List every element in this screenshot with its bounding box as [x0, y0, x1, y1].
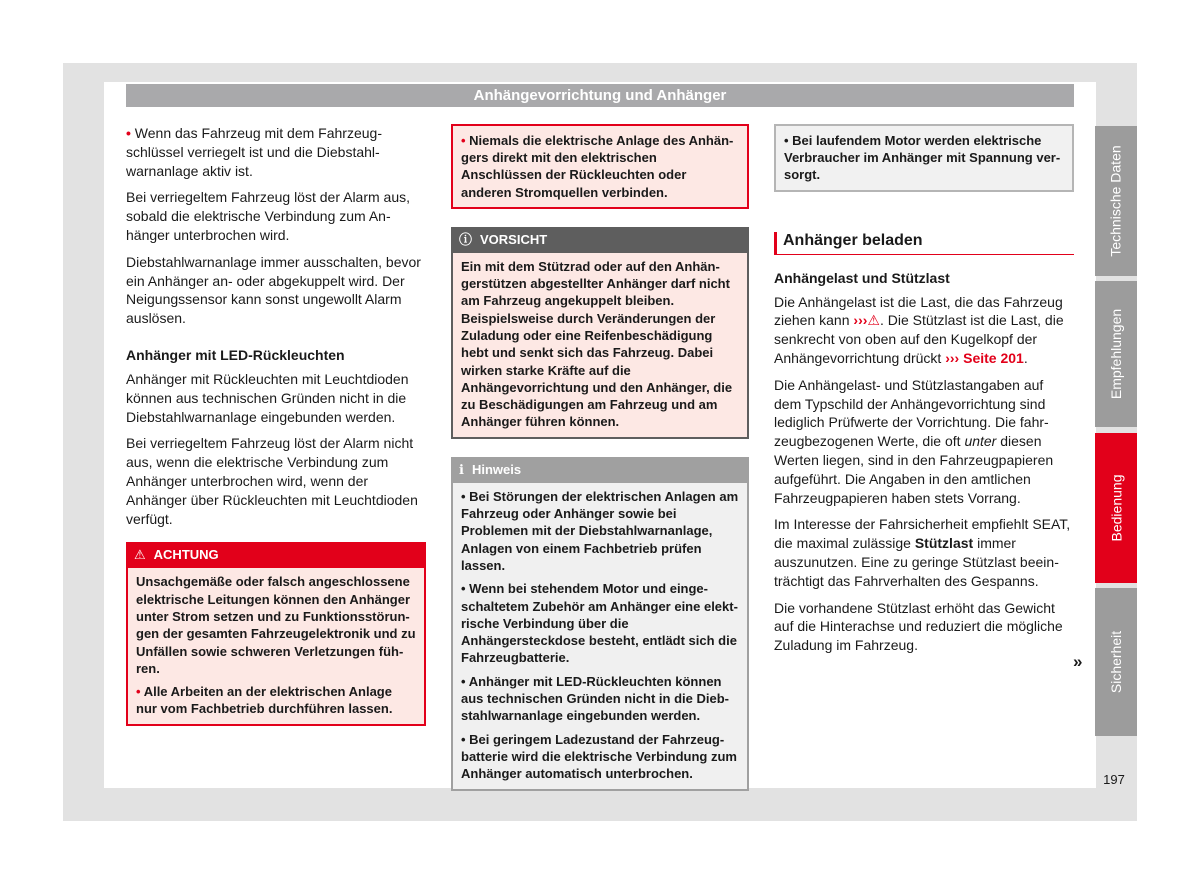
note-item: • Wenn bei stehendem Motor und eingeschaltetem Zubehör am Anhänger eine elektrische Verbindung über die Anhängersteckdose besteht, entlädt sich die Fahrzeugbatterie. — [461, 581, 738, 666]
tab-label: Empfehlungen — [1108, 308, 1125, 400]
caution-body: Ein mit dem Stützrad oder auf den Anhängerstützen abgestellter Anhänger darf nicht am Fahrzeug angekuppelt bleiben. Beispielsweise durch Veränderungen der Zuladung oder eine Reifenbeschädigung hebt und senkt sich das Fahrzeug. Dabei wirken starke Kräfte auf die Anhängevorrichtung und den Anhänger, die zu Beschädigungen am Fahrzeug und am Anhänger führen können. — [451, 253, 749, 439]
note-header — [451, 457, 749, 483]
warning-box-continued — [451, 124, 749, 209]
tab-empfehlungen[interactable] — [1095, 281, 1137, 427]
paragraph-alarm-off: Diebstahlwarnanlage immer ausschalten, bevor ein Anhänger an- oder abgekuppelt wird. Der Neigungssensor kann sonst ungewollt Alarm auslösen. — [126, 253, 421, 327]
note-label: Hinweis — [471, 461, 522, 477]
chapter-header: Anhängevorrichtung und Anhänger — [126, 84, 1074, 107]
warning-label: ACHTUNG — [153, 547, 219, 563]
page-reference-link[interactable]: Seite 201 — [963, 350, 1024, 366]
caution-label: VORSICHT — [480, 231, 548, 247]
paragraph-safety — [774, 515, 1074, 590]
tab-bedienung[interactable] — [1095, 433, 1137, 583]
section-title-loading: Anhänger beladen — [774, 232, 1074, 255]
text-segment: . — [1023, 350, 1028, 366]
column-right — [774, 124, 1074, 663]
tab-label: Bedienung — [1108, 474, 1125, 542]
strong-text: Stützlast — [914, 535, 974, 552]
emphasis-text: unter — [964, 433, 997, 450]
continue-icon: » — [1073, 652, 1083, 671]
note-item: • Bei Störungen der elektrischen Anlagen am Fahrzeug oder Anhänger sowie bei Problemen mit der Diebstahlwarnanlage, Anlagen von einem Fachbetrieb prüfen lassen. — [461, 488, 739, 573]
page-number: 197 — [1103, 772, 1125, 787]
warning-header — [126, 542, 426, 568]
warning-continued-text: Niemals die elektrische Anlage des Anhängers direkt mit den elektrischen Anschlüssen der Rückleuchten oder anderen Stromquellen verbinden. — [461, 133, 734, 200]
heading-led-taillights: Anhänger mit LED-Rückleuchten — [126, 346, 345, 363]
text-segment: Die Anhängelast ist die Last, die das Fahrzeug ziehen kann — [774, 293, 1063, 329]
paragraph-alarm-trigger: Bei verriegeltem Fahrzeug löst der Alarm aus, sobald die elektrische Verbindung zum Anhänger unterbrochen wird. — [126, 189, 411, 243]
note-item-text: Bei geringem Ladezustand der Fahrzeugbatterie wird die elektrische Verbindung zum Anhänger automatisch unterbrochen. — [461, 731, 737, 782]
warning-text-2 — [136, 683, 416, 718]
paragraph-type-plate — [774, 376, 1074, 508]
text-segment: Im Interesse der Fahrsicherheit empfiehlt SEAT, die maximal zulässige — [774, 516, 1071, 552]
text-segment: Die Anhängelast- und Stützlastangaben auf dem Typschild der Anhängevorrichtung sind lediglich Prüfwerte der Vorrichtung. Die fahrzeugbezogenen Werte, die oft — [774, 376, 1049, 450]
warning-triangle-icon: ⚠ — [134, 547, 146, 563]
note-item: • Bei geringem Ladezustand der Fahrzeugbatterie wird die elektrische Verbindung zum Anhänger automatisch unterbrochen. — [461, 731, 737, 782]
cross-ref-arrows[interactable]: ››› — [853, 312, 868, 329]
text-segment: immer auszunutzen. Eine zu geringe Stützlast beeinträchtigt das Fahrverhalten des Gespanns. — [774, 535, 1059, 589]
paragraph-led-1: Anhänger mit Rückleuchten mit Leuchtdioden können aus technischen Gründen nicht in die Diebstahlwarnanlage eingebunden werden. — [126, 370, 409, 425]
paragraph-rear-axle: Die vorhandene Stützlast erhöht das Gewicht auf die Hinterachse und reduziert die mögliche Zuladung im Fahrzeug. — [774, 599, 1063, 654]
caution-header — [451, 227, 749, 253]
text-segment: . Die Stützlast ist die Last, die senkrecht von oben auf den Kugelkopf der Anhängevorrichtung drückt — [774, 312, 1064, 366]
column-left — [126, 124, 426, 726]
cross-ref-arrows[interactable]: ››› — [945, 350, 960, 366]
note-body — [451, 483, 749, 791]
paragraph-led-2: Bei verriegeltem Fahrzeug löst der Alarm nicht aus, wenn die elektrische Verbindung zum Anhänger unterbrochen wird, wenn der Anhänger über Rückleuchten mit Leuchtdioden verfügt. — [126, 435, 418, 527]
note-box-hinweis — [451, 457, 749, 791]
text-segment: diesen Werten liegen, sind in den Fahrzeugpapieren aufgeführt. Die Angaben in den amtlichen Fahrzeugpapieren haben stets Vorrang. — [774, 433, 1054, 506]
warning-triangle-icon: ⚠ — [867, 312, 880, 329]
tab-label: Technische Daten — [1108, 145, 1125, 257]
note-item-text: Bei Störungen der elektrischen Anlagen am Fahrzeug oder Anhänger sowie bei Problemen mit der Diebstahlwarnanlage, Anlagen von einem Fachbetrieb prüfen lassen. — [461, 488, 739, 573]
caution-circle-icon: ⓘ — [459, 231, 473, 247]
tab-label: Sicherheit — [1108, 630, 1125, 694]
caution-box-vorsicht — [451, 227, 749, 439]
tab-sicherheit[interactable] — [1095, 588, 1137, 736]
paragraph-alarm-condition: • Wenn das Fahrzeug mit dem Fahrzeugschlüssel verriegelt ist und die Diebstahlwarnanlage aktiv ist. — [126, 124, 426, 180]
note-item-text: Anhänger mit LED-Rückleuchten können aus technischen Gründen nicht in die Diebstahlwarnanlage eingebunden werden. — [461, 673, 729, 724]
paragraph-trailer-load — [774, 293, 1074, 368]
note-item-text: Wenn bei stehendem Motor und eingeschaltetem Zubehör am Anhänger eine elektrische Verbindung über die Anhängersteckdose besteht, entlädt sich die Fahrzeugbatterie. — [461, 581, 738, 666]
info-icon: ℹ — [459, 461, 464, 477]
note-box-continued: • Bei laufendem Motor werden elektrische Verbraucher im Anhänger mit Spannung versorgt. — [774, 124, 1074, 192]
warning-text-1: Unsachgemäße oder falsch angeschlossene elektrische Leitungen können den Anhänger unter Strom setzen und zu Funktionsstörungen der gesamten Fahrzeugelektronik und zu Unfällen sowie schweren Verletzungen führen. — [136, 574, 416, 676]
warning-body — [126, 568, 426, 725]
warning-box-achtung — [126, 542, 426, 725]
warning-text-2-content: Alle Arbeiten an der elektrischen Anlage nur vom Fachbetrieb durchführen lassen. — [136, 684, 393, 717]
note-item: • Anhänger mit LED-Rückleuchten können aus technischen Gründen nicht in die Diebstahlwarnanlage eingebunden werden. — [461, 673, 729, 724]
heading-trailer-load: Anhängelast und Stützlast — [774, 269, 950, 286]
note-continued-text: Bei laufendem Motor werden elektrische Verbraucher im Anhänger mit Spannung versorgt. — [784, 133, 1061, 183]
tab-technische-daten[interactable] — [1095, 126, 1137, 276]
column-middle — [451, 124, 749, 791]
